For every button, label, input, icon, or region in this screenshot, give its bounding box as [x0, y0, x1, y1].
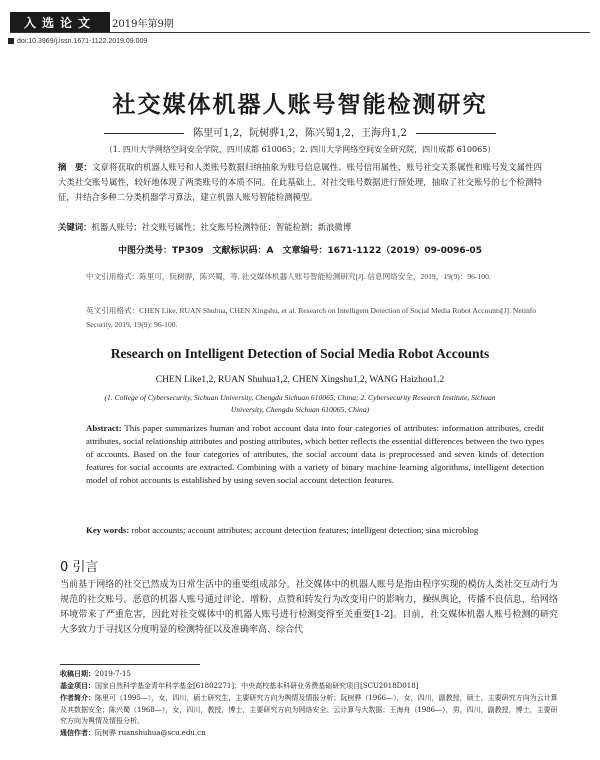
keywords-cn [58, 220, 542, 235]
keywords-cn-label: 关键词： [58, 222, 92, 232]
footnote-rule [60, 664, 200, 665]
footnote-received: 收稿日期：2019-7-15 [60, 669, 131, 678]
abstract-en-label: Abstract: [86, 423, 122, 433]
doi-line [8, 38, 147, 45]
abstract-cn-label: 摘 要： [58, 162, 92, 172]
keywords-en-label: Key words: [86, 525, 130, 535]
doi-text[interactable]: doi:10.3969/j.issn.1671-1122.2019.09.009 [17, 38, 148, 45]
title-en: Research on Intelligent Detection of Social Media Robot Accounts [110, 346, 490, 361]
abstract-en-text: This paper summarizes human and robot account data into four categories of attributes: information attributes, credit attributes, social relationship attributes and posting attributes, which better reflects the essential differences between the two types of accounts. Based on the four categories of attributes, the social account data is preprocessed and seven kinds of detection features for social accounts are extracted. Combining with a variety of binary machine learning algorithms, intelligent detection model of robot accounts is established by using seven social account detection features. [86, 423, 544, 485]
authors-cn-line [0, 124, 600, 139]
footnote-fund: 基金项目：国家自然科学基金青年科学基金[61802271]；中央高校基本科研业务费基础研究项目[SCU2018D018] [60, 681, 419, 691]
keywords-en-text: robot accounts; account attributes; account detection features; intelligent detection; sina microblog [131, 525, 479, 535]
citation-en-text: CHEN Like, RUAN Shuhua, CHEN Xingshu, et al. Research on Intelligent Detection of Social Media Robot Accounts[J]. Netinfo Security, 2019, 19(9): 96-100. [86, 306, 537, 329]
section-label: 入选论文 [23, 15, 96, 30]
decor-line-right [416, 133, 496, 134]
citation-en [86, 304, 546, 332]
affiliation-cn: （1. 四川大学网络空间安全学院，四川成都 610065；2. 四川大学网络空间安全研究院，四川成都 610065） [104, 145, 496, 154]
bullet-square-icon [8, 38, 14, 44]
citation-cn [86, 270, 526, 284]
affiliation-en: (1. College of Cybersecurity, Sichuan University, Chengdu Sichuan 610065, China; 2. Cybersecurity Research Institute, Sichuan University, Chengdu Sichuan 610065, China) [104, 393, 496, 414]
keywords-en [86, 524, 544, 537]
authors-en: CHEN Like1,2, RUAN Shuhua1,2, CHEN Xingshu1,2, WANG Haizhou1,2 [155, 375, 445, 385]
citation-cn-label: 中文引用格式： [86, 272, 140, 281]
section-label-box [10, 12, 110, 32]
abstract-en [86, 422, 544, 487]
header-rule [10, 32, 590, 33]
body-paragraph: 当前基于网络的社交已然成为日常生活中的重要组成部分。社交媒体中的机器人账号是指由程序实现的模仿人类社交互动行为规范的社交账号。恶意的机器人账号通过评论、增粉、点赞和转发行为改变用户的影响力，操纵舆论，传播不良信息，给网络环境带来了严重危害，因此对社交媒体中的机器人账号进行检测变得至关重要[1-2]。目前，社交媒体机器人账号检测的研究大多致力于寻找区分度明显的检测特征以及准确率高、综合代 [60, 580, 558, 635]
issue-number: 2019年第9期 [112, 19, 174, 30]
abstract-cn [58, 160, 542, 205]
keywords-cn-text: 机器人账号；社交账号属性；社交账号检测特征；智能检测；新浪微博 [91, 222, 352, 232]
citation-en-label: 英文引用格式： [86, 306, 140, 315]
decor-line-left [104, 133, 184, 134]
footnote [60, 668, 560, 739]
authors-cn: 陈里可1,2，阮树骅1,2，陈兴蜀1,2，王海舟1,2 [193, 128, 407, 139]
abstract-cn-text: 文章将获取的机器人账号和人类账号数据归纳抽象为账号信息属性、账号信用属性、账号社交关系属性和账号发文属性四大类社交账号属性，较好地体现了两类账号的本质不同。在此基础上，对社交账号数据进行预处理，抽取了社交账号的七个检测特征，并结合多种二分类机器学习算法，建立机器人账号智能检测模型。 [58, 162, 543, 202]
section-heading: 0 引言 [60, 560, 99, 575]
citation-cn-text: 陈里可，阮树骅，陈兴蜀，等. 社交媒体机器人账号智能检测研究[J]. 信息网络安全，2019，19(9)：96-100. [139, 272, 491, 281]
classification-line: 中图分类号：TP309 文献标识码：A 文章编号：1671-1122（2019）09-0096-05 [118, 246, 482, 256]
footnote-bio: 作者简介：陈里可（1995—），女，四川，硕士研究生，主要研究方向为舆情及情报分析；阮树骅（1966—），女，四川，副教授，硕士，主要研究方向为云计算及其数据安全；陈兴蜀（1968—），女，四川，教授，博士，主要研究方向为网络安全、云计算与大数据；王海舟（1986—），男，四川，副教授，博士，主要研究方向为舆情及情报分析。 [60, 693, 558, 725]
footnote-contact: 通信作者：阮树骅 ruanshuhua@scu.edu.cn [60, 728, 206, 738]
title-cn: 社交媒体机器人账号智能检测研究 [112, 91, 488, 118]
